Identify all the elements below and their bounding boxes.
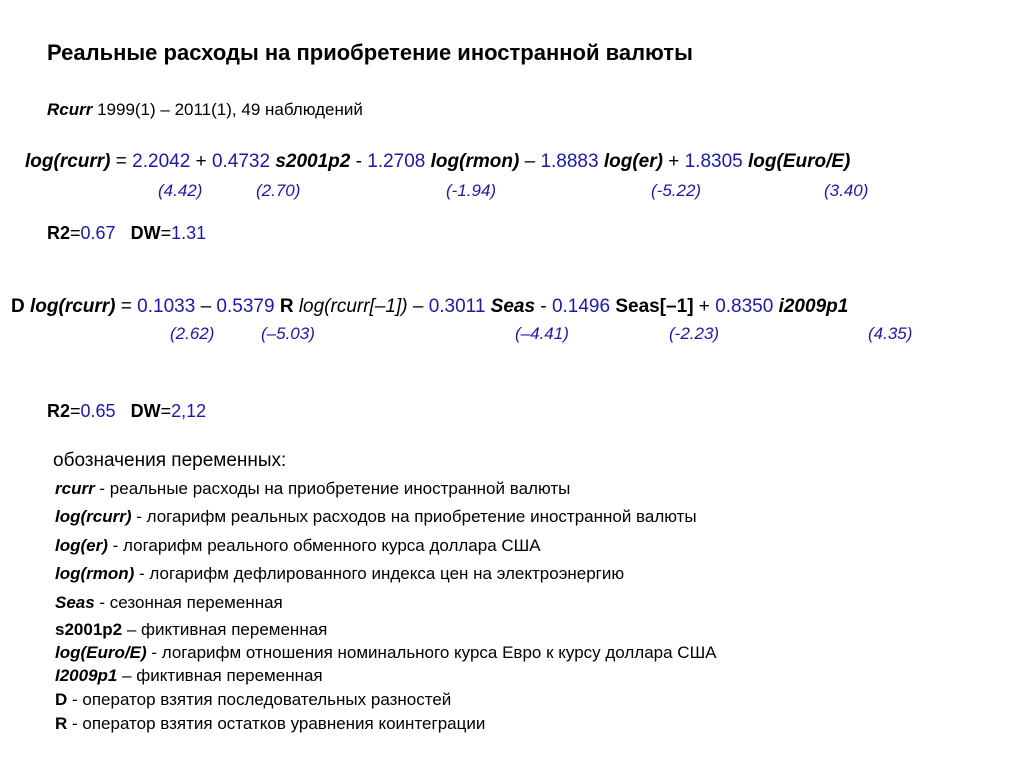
eq1-stderr: (4.42)	[158, 181, 203, 200]
legend-desc: - оператор взятия остатков уравнения коинтеграции	[67, 714, 486, 733]
r2-label: R2	[47, 401, 71, 421]
legend-item-log-rcurr	[55, 507, 697, 527]
legend-term: Seas	[55, 593, 95, 612]
eq1-coef: 1.8883	[540, 151, 599, 172]
legend-term: rcurr	[55, 479, 95, 498]
legend-heading: обозначения переменных:	[53, 450, 287, 471]
legend-item-rcurr	[55, 479, 570, 499]
legend-desc: - оператор взятия последовательных разностей	[67, 690, 452, 709]
legend-desc: - логарифм дефлированного индекса цен на электроэнергию	[134, 564, 625, 583]
legend-term: D	[55, 690, 68, 709]
sample-info	[47, 100, 363, 120]
legend-desc: – фиктивная переменная	[122, 620, 328, 639]
legend-desc: - реальные расходы на приобретение иностранной валюты	[94, 479, 571, 498]
legend-item-s2001p2	[55, 620, 327, 640]
legend-item-d	[55, 690, 451, 710]
eq2-coef: 0.1496	[551, 296, 611, 317]
r2-value: 0.65	[80, 401, 116, 421]
eq1-stderr: (-5.22)	[651, 181, 702, 200]
eq2-term: log(rcurr[–1])	[293, 296, 408, 317]
legend-item-log-er	[55, 536, 541, 556]
legend-item-log-euro-e	[55, 643, 717, 663]
equation-1	[25, 151, 850, 173]
eq2-stderr: (–5.03)	[261, 324, 315, 343]
eq2-stats: R2=0.65 DW=2,12	[47, 401, 207, 421]
eq1-stderr: (2.70)	[256, 181, 301, 200]
eq2-stderr: (–4.41)	[515, 324, 569, 343]
legend-desc: – фиктивная переменная	[117, 666, 323, 685]
eq2-coef: 0.5379	[216, 296, 275, 317]
eq2-stderr: (2.62)	[170, 324, 215, 343]
eq2-term: i2009p1	[773, 296, 849, 317]
legend-term: log(Euro/E)	[55, 643, 147, 662]
legend-desc: - логарифм реальных расходов на приобретение иностранной валюты	[131, 507, 697, 526]
eq1-coef: 0.4732	[211, 151, 271, 172]
legend-item-seas	[55, 593, 283, 613]
legend-desc: - сезонная переменная	[94, 593, 283, 612]
eq1-op: +	[190, 151, 212, 172]
legend-desc: - логарифм реального обменного курса доллара США	[107, 536, 541, 555]
eq1-term: s2001p2	[270, 151, 351, 172]
eq1-op: –	[519, 151, 541, 172]
eq2-resid-operator: R	[274, 296, 294, 317]
legend-term: I2009p1	[55, 666, 118, 685]
eq1-op: -	[350, 151, 368, 172]
legend-item-r	[55, 714, 485, 734]
legend-term: R	[55, 714, 68, 733]
eq2-coef: 0.3011	[428, 296, 486, 317]
sample-period: 1999(1) – 2011(1), 49 наблюдений	[92, 100, 363, 119]
dw-value: 1.31	[171, 223, 207, 243]
r2-value: 0.67	[80, 223, 116, 243]
eq1-stats: R2=0.67 DW=1.31	[47, 223, 207, 243]
eq2-dependent: log(rcurr)	[24, 296, 116, 317]
eq2-op: =	[115, 296, 138, 317]
eq1-term: log(Euro/E)	[742, 151, 851, 172]
eq1-term: log(rmon)	[425, 151, 520, 172]
eq1-coef: 1.8305	[684, 151, 743, 172]
dw-label: DW	[130, 401, 161, 421]
eq2-term: Seas[–1]	[610, 296, 694, 317]
eq2-stderr: (-2.23)	[669, 324, 720, 343]
legend-term: log(rmon)	[55, 564, 135, 583]
eq1-op: +	[662, 151, 685, 172]
legend-term: log(rcurr)	[55, 507, 132, 526]
eq2-op: –	[195, 296, 217, 317]
r2-label: R2	[47, 223, 71, 243]
legend-item-i2009p1	[55, 666, 323, 686]
eq1-coef-const: 2.2042	[132, 151, 191, 172]
legend-item-log-rmon	[55, 564, 624, 584]
eq2-coef: 0.8350	[715, 296, 774, 317]
eq1-term: log(er)	[598, 151, 663, 172]
legend-term: s2001p2	[55, 620, 123, 639]
eq1-stderr: (-1.94)	[446, 181, 497, 200]
eq1-dependent: log(rcurr)	[25, 151, 111, 172]
eq2-op: +	[693, 296, 716, 317]
eq1-stderr: (3.40)	[824, 181, 869, 200]
dw-value: 2,12	[171, 401, 207, 421]
eq1-coef: 1.2708	[367, 151, 426, 172]
eq2-op: -	[535, 296, 552, 317]
dw-label: DW	[130, 223, 161, 243]
eq2-diff-operator: D	[11, 296, 25, 317]
eq1-op: =	[110, 151, 133, 172]
legend-term: log(er)	[55, 536, 108, 555]
eq2-term: Seas	[485, 296, 536, 317]
page-title: Реальные расходы на приобретение иностранной валюты	[47, 40, 693, 65]
legend-desc: - логарифм отношения номинального курса Евро к курсу доллара США	[146, 643, 717, 662]
eq2-coef-const: 0.1033	[137, 296, 196, 317]
eq2-op: –	[407, 296, 429, 317]
eq2-stderr: (4.35)	[868, 324, 913, 343]
sample-variable: Rcurr	[47, 100, 93, 119]
equation-2	[11, 296, 848, 318]
